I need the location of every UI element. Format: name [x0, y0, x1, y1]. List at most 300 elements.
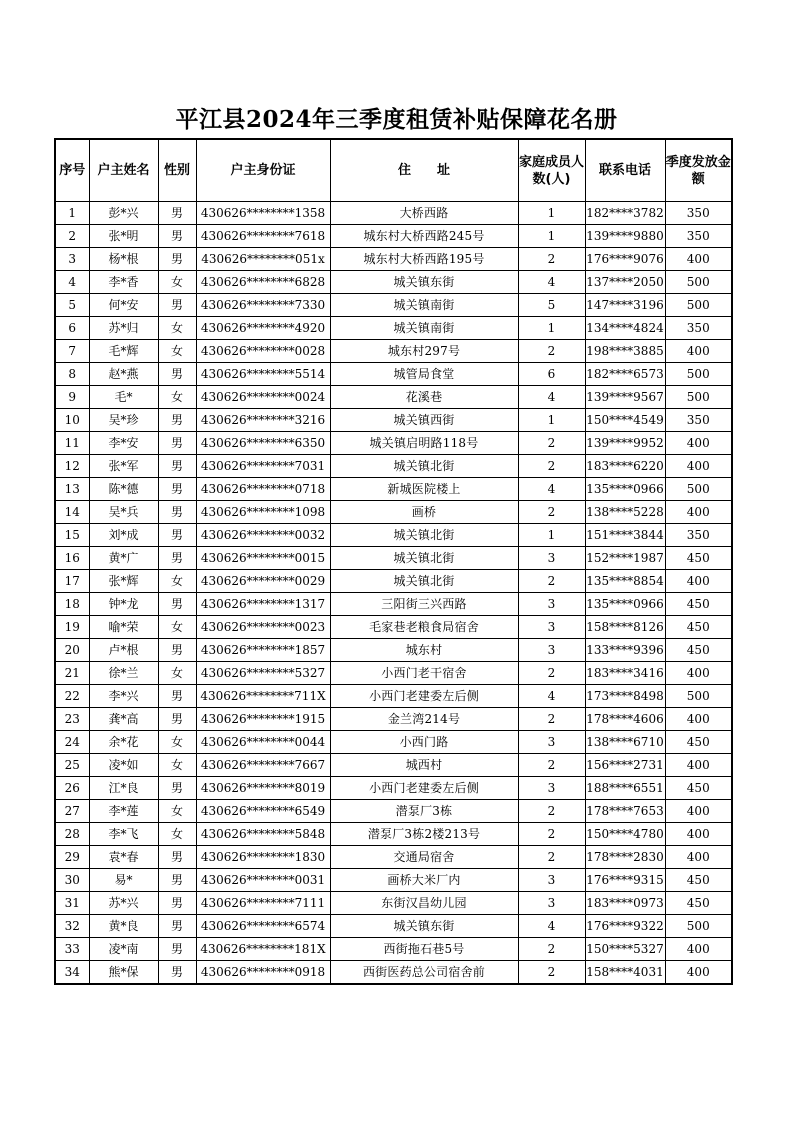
table-row: [55, 432, 732, 455]
cell-id: 430626********0918: [196, 961, 330, 985]
cell-address: 新城医院楼上: [330, 478, 518, 501]
cell-phone: 138****6710: [585, 731, 665, 754]
cell-amount: 400: [665, 800, 732, 823]
cell-address: 画桥大米厂内: [330, 869, 518, 892]
cell-gender: 男: [158, 961, 196, 985]
cell-name: 熊*保: [89, 961, 158, 985]
cell-gender: 男: [158, 225, 196, 248]
cell-amount: 400: [665, 570, 732, 593]
cell-gender: 女: [158, 731, 196, 754]
cell-id: 430626********0032: [196, 524, 330, 547]
cell-id: 430626********5514: [196, 363, 330, 386]
cell-name: 李*飞: [89, 823, 158, 846]
cell-phone: 139****9567: [585, 386, 665, 409]
cell-members: 2: [518, 846, 585, 869]
cell-amount: 350: [665, 202, 732, 225]
cell-name: 袁*春: [89, 846, 158, 869]
cell-gender: 男: [158, 915, 196, 938]
cell-phone: 135****0966: [585, 593, 665, 616]
cell-members: 3: [518, 731, 585, 754]
cell-id: 430626********1317: [196, 593, 330, 616]
cell-members: 2: [518, 708, 585, 731]
cell-members: 3: [518, 869, 585, 892]
cell-phone: 173****8498: [585, 685, 665, 708]
cell-gender: 男: [158, 363, 196, 386]
cell-id: 430626********6350: [196, 432, 330, 455]
table-row: [55, 915, 732, 938]
cell-id: 430626********0023: [196, 616, 330, 639]
cell-address: 三阳街三兴西路: [330, 593, 518, 616]
cell-members: 5: [518, 294, 585, 317]
cell-amount: 500: [665, 294, 732, 317]
cell-amount: 400: [665, 846, 732, 869]
header-name: 户主姓名: [89, 139, 158, 202]
table-row: [55, 340, 732, 363]
cell-seq: 22: [55, 685, 89, 708]
cell-id: 430626********181X: [196, 938, 330, 961]
cell-gender: 男: [158, 708, 196, 731]
cell-phone: 178****7653: [585, 800, 665, 823]
table-row: [55, 386, 732, 409]
cell-phone: 135****0966: [585, 478, 665, 501]
cell-address: 画桥: [330, 501, 518, 524]
cell-name: 彭*兴: [89, 202, 158, 225]
cell-phone: 139****9880: [585, 225, 665, 248]
cell-amount: 400: [665, 248, 732, 271]
cell-seq: 20: [55, 639, 89, 662]
cell-seq: 23: [55, 708, 89, 731]
cell-gender: 女: [158, 570, 196, 593]
cell-name: 刘*成: [89, 524, 158, 547]
header-phone: 联系电话: [585, 139, 665, 202]
cell-address: 城东村大桥西路245号: [330, 225, 518, 248]
cell-seq: 1: [55, 202, 89, 225]
table-row: [55, 708, 732, 731]
cell-id: 430626********7330: [196, 294, 330, 317]
cell-phone: 152****1987: [585, 547, 665, 570]
cell-phone: 188****6551: [585, 777, 665, 800]
cell-amount: 350: [665, 317, 732, 340]
table-row: [55, 639, 732, 662]
cell-seq: 31: [55, 892, 89, 915]
cell-phone: 183****0973: [585, 892, 665, 915]
table-row: [55, 501, 732, 524]
cell-phone: 150****5327: [585, 938, 665, 961]
cell-amount: 400: [665, 938, 732, 961]
cell-members: 2: [518, 662, 585, 685]
header-amount: 季度发放金额: [665, 139, 732, 202]
cell-gender: 女: [158, 386, 196, 409]
roster-table: [54, 138, 733, 985]
cell-gender: 男: [158, 294, 196, 317]
cell-name: 余*花: [89, 731, 158, 754]
cell-amount: 450: [665, 616, 732, 639]
cell-members: 1: [518, 409, 585, 432]
cell-amount: 500: [665, 271, 732, 294]
cell-gender: 男: [158, 409, 196, 432]
cell-amount: 450: [665, 777, 732, 800]
cell-address: 城关镇启明路118号: [330, 432, 518, 455]
cell-members: 2: [518, 248, 585, 271]
cell-address: 城关镇北街: [330, 524, 518, 547]
cell-members: 4: [518, 271, 585, 294]
cell-id: 430626********1915: [196, 708, 330, 731]
cell-members: 4: [518, 915, 585, 938]
cell-address: 潜泵厂3栋2楼213号: [330, 823, 518, 846]
cell-id: 430626********1857: [196, 639, 330, 662]
table-header: [55, 139, 732, 202]
header-members: 家庭成员人数(人): [518, 139, 585, 202]
cell-members: 3: [518, 593, 585, 616]
cell-amount: 500: [665, 685, 732, 708]
cell-name: 吴*珍: [89, 409, 158, 432]
cell-amount: 400: [665, 708, 732, 731]
cell-phone: 133****9396: [585, 639, 665, 662]
cell-phone: 182****6573: [585, 363, 665, 386]
cell-amount: 450: [665, 731, 732, 754]
cell-name: 钟*龙: [89, 593, 158, 616]
cell-address: 小西门路: [330, 731, 518, 754]
cell-seq: 21: [55, 662, 89, 685]
cell-address: 小西门老建委左后侧: [330, 777, 518, 800]
cell-address: 城西村: [330, 754, 518, 777]
cell-members: 2: [518, 800, 585, 823]
table-row: [55, 616, 732, 639]
table-row: [55, 409, 732, 432]
cell-seq: 15: [55, 524, 89, 547]
cell-gender: 女: [158, 317, 196, 340]
cell-gender: 女: [158, 800, 196, 823]
table-row: [55, 225, 732, 248]
table-row: [55, 570, 732, 593]
cell-seq: 33: [55, 938, 89, 961]
cell-amount: 350: [665, 524, 732, 547]
table-row: [55, 938, 732, 961]
cell-seq: 34: [55, 961, 89, 985]
cell-gender: 男: [158, 547, 196, 570]
cell-id: 430626********1830: [196, 846, 330, 869]
cell-id: 430626********3216: [196, 409, 330, 432]
table-row: [55, 593, 732, 616]
cell-members: 2: [518, 432, 585, 455]
cell-members: 2: [518, 501, 585, 524]
cell-name: 张*军: [89, 455, 158, 478]
cell-address: 东街汉昌幼儿园: [330, 892, 518, 915]
cell-amount: 500: [665, 478, 732, 501]
cell-seq: 6: [55, 317, 89, 340]
cell-members: 1: [518, 524, 585, 547]
cell-gender: 男: [158, 846, 196, 869]
cell-gender: 男: [158, 938, 196, 961]
cell-address: 金兰湾214号: [330, 708, 518, 731]
cell-gender: 男: [158, 685, 196, 708]
cell-seq: 16: [55, 547, 89, 570]
table-row: [55, 800, 732, 823]
cell-gender: 男: [158, 455, 196, 478]
cell-amount: 350: [665, 409, 732, 432]
cell-address: 交通局宿舍: [330, 846, 518, 869]
cell-id: 430626********7667: [196, 754, 330, 777]
cell-gender: 女: [158, 823, 196, 846]
cell-gender: 男: [158, 248, 196, 271]
cell-gender: 男: [158, 432, 196, 455]
cell-id: 430626********1098: [196, 501, 330, 524]
cell-address: 小西门老建委左后侧: [330, 685, 518, 708]
cell-members: 2: [518, 823, 585, 846]
cell-seq: 18: [55, 593, 89, 616]
table-row: [55, 823, 732, 846]
cell-gender: 女: [158, 340, 196, 363]
cell-address: 城关镇西街: [330, 409, 518, 432]
cell-name: 卢*根: [89, 639, 158, 662]
cell-address: 城关镇北街: [330, 570, 518, 593]
cell-phone: 150****4780: [585, 823, 665, 846]
cell-seq: 14: [55, 501, 89, 524]
cell-address: 城东村大桥西路195号: [330, 248, 518, 271]
table-row: [55, 271, 732, 294]
cell-name: 凌*如: [89, 754, 158, 777]
cell-id: 430626********711X: [196, 685, 330, 708]
cell-address: 小西门老干宿舍: [330, 662, 518, 685]
cell-id: 430626********0024: [196, 386, 330, 409]
table-row: [55, 248, 732, 271]
cell-members: 3: [518, 777, 585, 800]
cell-name: 李*安: [89, 432, 158, 455]
cell-phone: 137****2050: [585, 271, 665, 294]
cell-seq: 5: [55, 294, 89, 317]
cell-name: 毛*辉: [89, 340, 158, 363]
header-row: [55, 139, 732, 202]
cell-name: 易*: [89, 869, 158, 892]
cell-address: 城关镇北街: [330, 455, 518, 478]
cell-gender: 男: [158, 478, 196, 501]
cell-id: 430626********051x: [196, 248, 330, 271]
cell-id: 430626********6549: [196, 800, 330, 823]
cell-seq: 25: [55, 754, 89, 777]
cell-seq: 11: [55, 432, 89, 455]
cell-seq: 26: [55, 777, 89, 800]
cell-members: 3: [518, 639, 585, 662]
cell-address: 城关镇南街: [330, 294, 518, 317]
cell-amount: 400: [665, 340, 732, 363]
cell-seq: 29: [55, 846, 89, 869]
table-row: [55, 202, 732, 225]
cell-members: 2: [518, 570, 585, 593]
cell-phone: 176****9322: [585, 915, 665, 938]
cell-amount: 450: [665, 593, 732, 616]
cell-address: 城关镇北街: [330, 547, 518, 570]
cell-seq: 4: [55, 271, 89, 294]
cell-members: 2: [518, 938, 585, 961]
cell-seq: 10: [55, 409, 89, 432]
cell-amount: 400: [665, 455, 732, 478]
cell-members: 4: [518, 478, 585, 501]
cell-name: 李*香: [89, 271, 158, 294]
table-body: [55, 202, 732, 985]
cell-phone: 158****4031: [585, 961, 665, 985]
cell-amount: 500: [665, 915, 732, 938]
cell-seq: 24: [55, 731, 89, 754]
cell-amount: 350: [665, 225, 732, 248]
cell-id: 430626********7618: [196, 225, 330, 248]
cell-seq: 9: [55, 386, 89, 409]
cell-seq: 12: [55, 455, 89, 478]
cell-gender: 女: [158, 271, 196, 294]
table-row: [55, 731, 732, 754]
cell-members: 4: [518, 386, 585, 409]
cell-seq: 3: [55, 248, 89, 271]
cell-amount: 400: [665, 432, 732, 455]
cell-name: 徐*兰: [89, 662, 158, 685]
cell-name: 喻*荣: [89, 616, 158, 639]
cell-gender: 男: [158, 524, 196, 547]
cell-name: 凌*南: [89, 938, 158, 961]
cell-gender: 男: [158, 202, 196, 225]
cell-id: 430626********4920: [196, 317, 330, 340]
cell-gender: 男: [158, 869, 196, 892]
cell-seq: 19: [55, 616, 89, 639]
cell-members: 3: [518, 547, 585, 570]
cell-amount: 450: [665, 547, 732, 570]
table-row: [55, 524, 732, 547]
cell-members: 1: [518, 202, 585, 225]
cell-phone: 198****3885: [585, 340, 665, 363]
cell-seq: 32: [55, 915, 89, 938]
cell-amount: 450: [665, 892, 732, 915]
cell-seq: 8: [55, 363, 89, 386]
cell-amount: 400: [665, 823, 732, 846]
cell-seq: 27: [55, 800, 89, 823]
cell-gender: 男: [158, 777, 196, 800]
cell-name: 苏*兴: [89, 892, 158, 915]
table-row: [55, 478, 732, 501]
cell-members: 3: [518, 616, 585, 639]
cell-address: 城关镇东街: [330, 271, 518, 294]
table-row: [55, 363, 732, 386]
cell-phone: 138****5228: [585, 501, 665, 524]
cell-name: 吴*兵: [89, 501, 158, 524]
cell-members: 4: [518, 685, 585, 708]
table-row: [55, 685, 732, 708]
cell-name: 杨*根: [89, 248, 158, 271]
cell-amount: 400: [665, 501, 732, 524]
cell-id: 430626********7111: [196, 892, 330, 915]
cell-address: 花溪巷: [330, 386, 518, 409]
cell-members: 2: [518, 455, 585, 478]
header-seq: 序号: [55, 139, 89, 202]
header-gender: 性别: [158, 139, 196, 202]
cell-gender: 男: [158, 593, 196, 616]
table-row: [55, 294, 732, 317]
cell-amount: 500: [665, 386, 732, 409]
cell-gender: 女: [158, 754, 196, 777]
page-title: 平江县2024年三季度租赁补贴保障花名册: [175, 106, 618, 133]
cell-phone: 150****4549: [585, 409, 665, 432]
cell-name: 张*明: [89, 225, 158, 248]
cell-seq: 13: [55, 478, 89, 501]
cell-id: 430626********8019: [196, 777, 330, 800]
cell-gender: 男: [158, 892, 196, 915]
cell-name: 黄*良: [89, 915, 158, 938]
table-row: [55, 869, 732, 892]
table-row: [55, 754, 732, 777]
cell-name: 陈*德: [89, 478, 158, 501]
cell-seq: 2: [55, 225, 89, 248]
cell-phone: 176****9315: [585, 869, 665, 892]
cell-address: 城东村: [330, 639, 518, 662]
cell-amount: 400: [665, 754, 732, 777]
cell-phone: 183****6220: [585, 455, 665, 478]
cell-phone: 183****3416: [585, 662, 665, 685]
header-address: 住 址: [330, 139, 518, 202]
cell-name: 黄*广: [89, 547, 158, 570]
cell-name: 张*辉: [89, 570, 158, 593]
cell-name: 苏*归: [89, 317, 158, 340]
cell-members: 3: [518, 892, 585, 915]
table-row: [55, 777, 732, 800]
cell-address: 毛家巷老粮食局宿舍: [330, 616, 518, 639]
cell-id: 430626********0015: [196, 547, 330, 570]
cell-name: 李*莲: [89, 800, 158, 823]
cell-amount: 450: [665, 639, 732, 662]
cell-name: 龚*高: [89, 708, 158, 731]
cell-phone: 151****3844: [585, 524, 665, 547]
header-id: 户主身份证: [196, 139, 330, 202]
cell-gender: 男: [158, 501, 196, 524]
cell-address: 大桥西路: [330, 202, 518, 225]
cell-amount: 400: [665, 961, 732, 985]
table-row: [55, 317, 732, 340]
table-row: [55, 455, 732, 478]
cell-gender: 女: [158, 616, 196, 639]
cell-name: 李*兴: [89, 685, 158, 708]
cell-seq: 7: [55, 340, 89, 363]
cell-members: 1: [518, 225, 585, 248]
cell-name: 毛*: [89, 386, 158, 409]
cell-name: 何*安: [89, 294, 158, 317]
table-row: [55, 961, 732, 985]
cell-gender: 女: [158, 662, 196, 685]
cell-address: 城管局食堂: [330, 363, 518, 386]
cell-seq: 17: [55, 570, 89, 593]
cell-amount: 500: [665, 363, 732, 386]
cell-phone: 135****8854: [585, 570, 665, 593]
cell-id: 430626********1358: [196, 202, 330, 225]
cell-members: 2: [518, 754, 585, 777]
cell-id: 430626********0028: [196, 340, 330, 363]
cell-id: 430626********0718: [196, 478, 330, 501]
cell-id: 430626********5327: [196, 662, 330, 685]
cell-id: 430626********6574: [196, 915, 330, 938]
table-row: [55, 892, 732, 915]
cell-phone: 178****4606: [585, 708, 665, 731]
cell-id: 430626********7031: [196, 455, 330, 478]
cell-gender: 男: [158, 639, 196, 662]
cell-address: 城东村297号: [330, 340, 518, 363]
cell-address: 西街医药总公司宿舍前: [330, 961, 518, 985]
cell-id: 430626********6828: [196, 271, 330, 294]
cell-phone: 139****9952: [585, 432, 665, 455]
cell-name: 江*良: [89, 777, 158, 800]
cell-phone: 178****2830: [585, 846, 665, 869]
cell-seq: 30: [55, 869, 89, 892]
cell-phone: 158****8126: [585, 616, 665, 639]
cell-members: 1: [518, 317, 585, 340]
table-row: [55, 547, 732, 570]
cell-address: 西街拖石巷5号: [330, 938, 518, 961]
cell-members: 6: [518, 363, 585, 386]
cell-members: 2: [518, 340, 585, 363]
